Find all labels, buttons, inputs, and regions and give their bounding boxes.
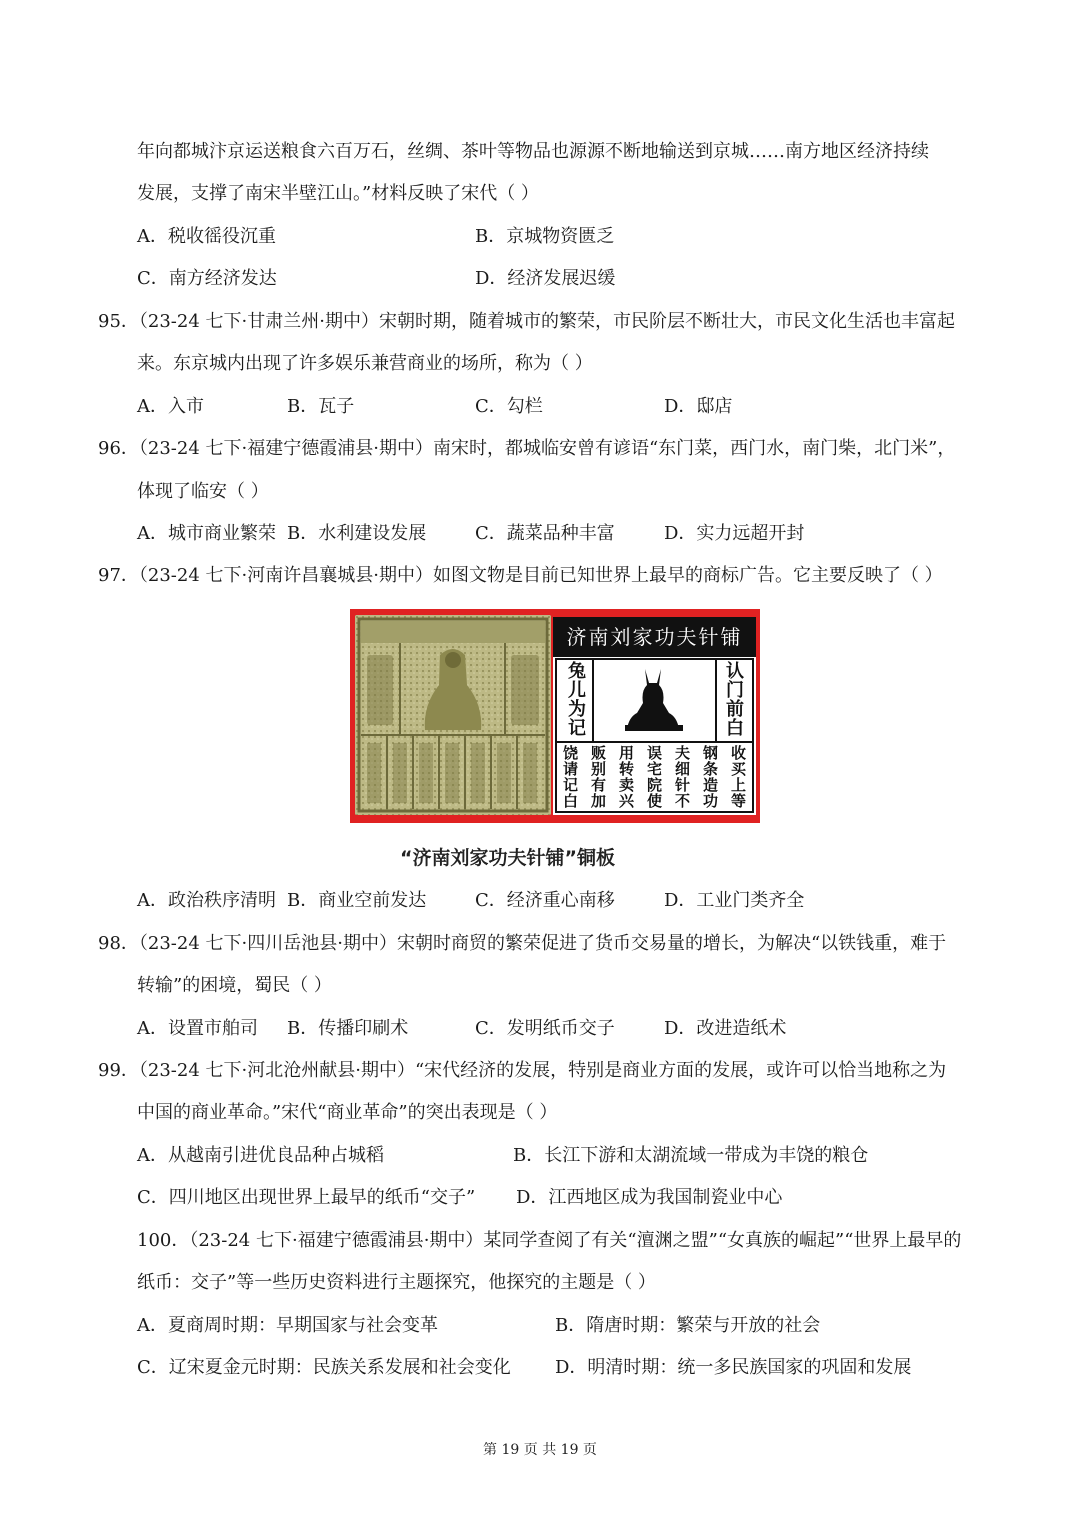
question-98: 98．（23-24 七下·四川岳池县·期中）宋朝时商贸的繁荣促进了货币交易量的增长，为解决“以铁钱重，难于 [98, 933, 947, 954]
option-d: D．邸店 [664, 396, 733, 417]
rubbing-right-column: 认门前白 [723, 661, 744, 737]
question-95: 95．（23-24 七下·甘肃兰州·期中）宋朝时期，随着城市的繁荣，市民阶层不断壮大，市民文化生活也丰富起 [98, 311, 955, 332]
rubbing-text-column: 夫细针不 [673, 745, 691, 809]
rubbing-left-column: 兔儿为记 [565, 661, 586, 737]
rubbing-replica [553, 617, 756, 815]
question-96-cont: 体现了临安（ ） [137, 481, 269, 502]
option-b: B．水利建设发展 [287, 523, 427, 544]
option-c: C．勾栏 [475, 396, 543, 417]
option-c: C．四川地区出现世界上最早的纸币“交子” [137, 1187, 476, 1208]
option-b: B．隋唐时期：繁荣与开放的社会 [555, 1315, 821, 1336]
question-text: 年向都城汴京运送粮食六百万石，丝绸、茶叶等物品也源源不断地输送到京城……南方地区经济持续 [137, 141, 929, 162]
page-footer: 第 19 页 共 19 页 [483, 1442, 597, 1458]
option-b: B．京城物资匮乏 [475, 226, 615, 247]
option-d: D．江西地区成为我国制瓷业中心 [516, 1187, 783, 1208]
figure-caption: “济南刘家功夫针铺”铜板 [400, 847, 615, 869]
question-98-cont: 转输”的困境，蜀民（ ） [137, 975, 332, 996]
rubbing-text-column: 贩别有加 [589, 745, 607, 809]
question-100-cont: 纸币：交子”等一些历史资料进行主题探究，他探究的主题是（ ） [137, 1272, 656, 1293]
bronze-plate-photo [355, 615, 551, 815]
option-b: B．传播印刷术 [287, 1018, 409, 1039]
rubbing-text-column: 收买上等 [729, 745, 747, 809]
option-d: D．工业门类齐全 [664, 890, 805, 911]
rubbing-text-column: 误宅院使 [645, 745, 663, 809]
question-97: 97．（23-24 七下·河南许昌襄城县·期中）如图文物是目前已知世界上最早的商标广告。它主要反映了（ ） [98, 565, 943, 586]
option-d: D．改进造纸术 [664, 1018, 787, 1039]
option-b: B．瓦子 [287, 396, 355, 417]
option-a: A．夏商周时期：早期国家与社会变革 [137, 1315, 438, 1336]
question-99: 99．（23-24 七下·河北沧州献县·期中）“宋代经济的发展，特别是商业方面的发展，或许可以恰当地称之为 [98, 1060, 947, 1081]
option-a: A．城市商业繁荣 [137, 523, 276, 544]
rubbing-text-column: 钢条造功 [701, 745, 719, 809]
option-a: A．设置市舶司 [137, 1018, 258, 1039]
question-100: 100．（23-24 七下·福建宁德霞浦县·期中）某同学查阅了有关“澶渊之盟”“女真族的崛起”“世界上最早的 [137, 1230, 962, 1251]
option-b: B．长江下游和太湖流域一带成为丰饶的粮仓 [513, 1145, 869, 1166]
option-d: D．明清时期：统一多民族国家的巩固和发展 [555, 1357, 912, 1378]
rubbing-text-column: 饶请记白 [561, 745, 579, 809]
rubbing-text-column: 用转卖兴 [617, 745, 635, 809]
option-c: C．辽宋夏金元时期：民族关系发展和社会变化 [137, 1357, 511, 1378]
option-a: A．入市 [137, 396, 204, 417]
option-d: D．实力远超开封 [664, 523, 805, 544]
option-a: A．税收徭役沉重 [137, 226, 276, 247]
rabbit-icon [625, 669, 683, 731]
question-99-cont: 中国的商业革命。”宋代“商业革命”的突出表现是（ ） [137, 1102, 558, 1123]
option-a: A．从越南引进优良品种占城稻 [137, 1145, 384, 1166]
option-d: D．经济发展迟缓 [475, 268, 616, 289]
question-95-cont: 来。东京城内出现了许多娱乐兼营商业的场所，称为（ ） [137, 353, 593, 374]
question-text: 发展，支撑了南宋半壁江山。”材料反映了宋代（ ） [137, 183, 539, 204]
option-c: C．蔬菜品种丰富 [475, 523, 615, 544]
option-c: C．经济重心南移 [475, 890, 615, 911]
bronze-plate-image [355, 615, 551, 815]
option-c: C．发明纸币交子 [475, 1018, 615, 1039]
option-c: C．南方经济发达 [137, 268, 277, 289]
rubbing-title: 济南刘家功夫针铺 [553, 617, 756, 657]
question-96: 96．（23-24 七下·福建宁德霞浦县·期中）南宋时，都城临安曾有谚语“东门菜，西门水，南门柴，北门米”， [98, 438, 956, 459]
option-a: A．政治秩序清明 [137, 890, 276, 911]
option-b: B．商业空前发达 [287, 890, 427, 911]
bronze-plate-figure [350, 609, 760, 823]
